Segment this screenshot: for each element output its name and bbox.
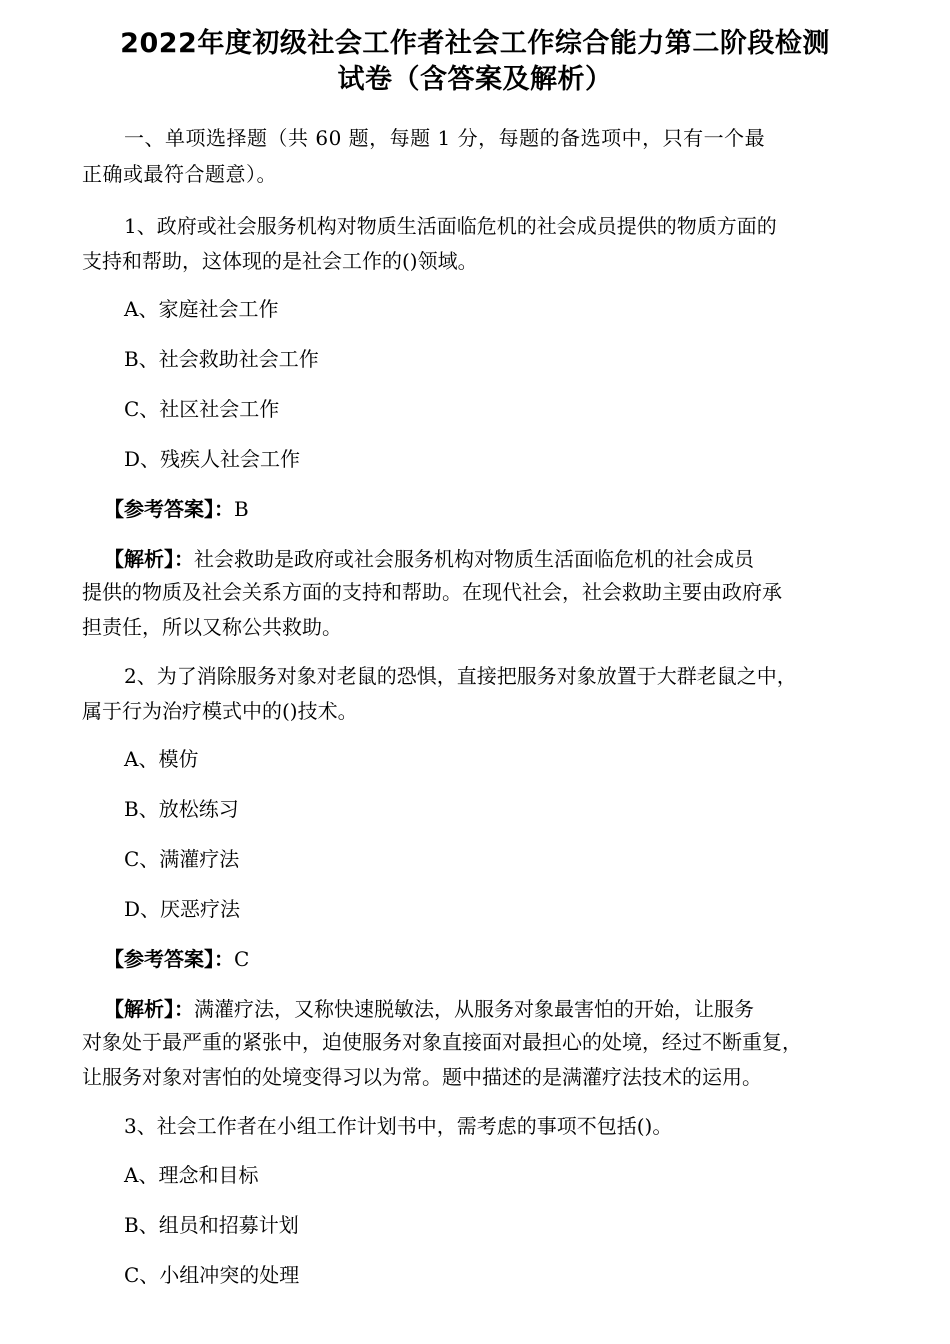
question-1-analysis-line-1 [104, 547, 904, 571]
question-1-analysis-line-2: 提供的物质及社会关系方面的支持和帮助。在现代社会，社会救助主要由政府承 [82, 580, 782, 604]
question-3-option-a: A、理念和目标 [124, 1163, 259, 1187]
analysis-label: 【解析】： [104, 547, 194, 571]
section-heading-line-2: 正确或最符合题意）。 [82, 162, 277, 186]
question-2-analysis-line-1 [104, 997, 904, 1021]
document-title-line-2: 试卷（含答案及解析） [337, 64, 613, 95]
question-2-option-a: A、模仿 [124, 747, 199, 771]
section-heading-line-1: 一、单项选择题（共 60 题，每题 1 分，每题的备选项中，只有一个最 [124, 126, 766, 150]
answer-value: C [234, 947, 250, 971]
question-2-option-c: C、满灌疗法 [124, 847, 240, 871]
question-1-stem-line-2: 支持和帮助，这体现的是社会工作的()领域。 [82, 249, 478, 273]
question-2-analysis-line-2: 对象处于最严重的紧张中，迫使服务对象直接面对最担心的处境，经过不断重复， [82, 1030, 802, 1054]
answer-label: 【参考答案】： [104, 497, 234, 521]
question-2-answer [104, 947, 904, 971]
question-1-option-c: C、社区社会工作 [124, 397, 280, 421]
analysis-text: 社会救助是政府或社会服务机构对物质生活面临危机的社会成员 [194, 547, 754, 571]
answer-value: B [234, 497, 249, 521]
question-1-answer [104, 497, 904, 521]
question-1-option-d: D、残疾人社会工作 [124, 447, 301, 471]
answer-label: 【参考答案】： [104, 947, 234, 971]
analysis-label: 【解析】： [104, 997, 194, 1021]
question-2-option-d: D、厌恶疗法 [124, 897, 241, 921]
document-title-line-1: 2022年度初级社会工作者社会工作综合能力第二阶段检测 [120, 28, 830, 59]
analysis-text: 满灌疗法，又称快速脱敏法，从服务对象最害怕的开始，让服务 [194, 997, 754, 1021]
question-3-stem-line-1: 3、社会工作者在小组工作计划书中，需考虑的事项不包括()。 [124, 1114, 673, 1138]
question-1-option-b: B、社会救助社会工作 [124, 347, 319, 371]
question-2-stem-line-2: 属于行为治疗模式中的()技术。 [82, 699, 358, 723]
question-1-analysis-line-3: 担责任，所以又称公共救助。 [82, 615, 342, 639]
question-2-analysis-line-3: 让服务对象对害怕的处境变得习以为常。题中描述的是满灌疗法技术的运用。 [82, 1065, 762, 1089]
question-2-option-b: B、放松练习 [124, 797, 239, 821]
question-1-stem-line-1: 1、政府或社会服务机构对物质生活面临危机的社会成员提供的物质方面的 [124, 214, 777, 238]
question-3-option-c: C、小组冲突的处理 [124, 1263, 300, 1287]
question-3-option-b: B、组员和招募计划 [124, 1213, 299, 1237]
question-2-stem-line-1: 2、为了消除服务对象对老鼠的恐惧，直接把服务对象放置于大群老鼠之中， [124, 664, 797, 688]
question-1-option-a: A、家庭社会工作 [124, 297, 279, 321]
